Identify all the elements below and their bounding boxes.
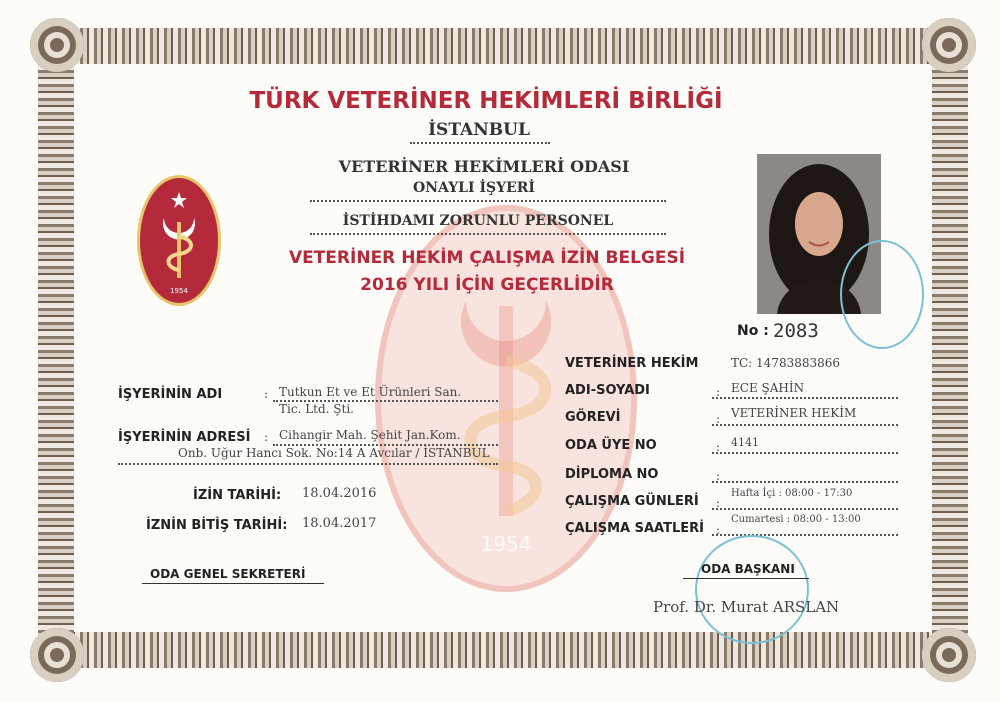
corner-ornament-icon <box>922 628 976 682</box>
vet-hours-label: ÇALIŞMA SAATLERİ <box>565 521 704 536</box>
workplace-address-underline-2 <box>118 463 498 465</box>
vet-diploma-label: DİPLOMA NO <box>565 467 659 482</box>
permit-end-label: İZNİN BİTİŞ TARİHİ: <box>146 518 288 533</box>
vet-name-label: ADI-SOYADI <box>565 383 650 398</box>
vet-duty-value: VETERİNER HEKİM <box>731 406 857 420</box>
president-signature-line <box>683 578 809 579</box>
permit-end-value: 18.04.2017 <box>302 516 377 531</box>
union-title: TÜRK VETERİNER HEKİMLERİ BİRLİĞİ <box>249 88 723 114</box>
workplace-name-sep: : <box>264 387 269 401</box>
ornamental-border-right <box>932 28 968 668</box>
vet-name-sep: : <box>716 385 721 399</box>
personnel-underline <box>310 233 666 235</box>
vet-member-sep: : <box>716 440 721 454</box>
vet-member-value: 4141 <box>731 436 759 449</box>
vet-days-label: ÇALIŞMA GÜNLERİ <box>565 494 699 509</box>
validity-title: 2016 YILI İÇİN GEÇERLİDİR <box>360 275 614 295</box>
vet-days-value: Hafta İçi : 08:00 - 17:30 <box>731 488 853 499</box>
vet-days-underline <box>712 508 898 510</box>
vet-diploma-underline <box>712 481 898 483</box>
corner-ornament-icon <box>922 18 976 72</box>
certificate-no-label: No : <box>737 323 769 339</box>
chamber-title: VETERİNER HEKİMLERİ ODASI <box>338 157 630 176</box>
vet-hours-value: Cumartesi : 08:00 - 13:00 <box>731 514 861 525</box>
president-name: Prof. Dr. Murat ARSLAN <box>653 598 840 616</box>
secretary-signature-line <box>142 583 324 584</box>
logo-year: 1954 <box>170 287 188 295</box>
permit-date-label: İZİN TARİHİ: <box>193 488 282 503</box>
ornamental-border-left <box>38 28 74 668</box>
vet-days-sep: : <box>716 496 721 510</box>
workplace-name-line1: Tutkun Et ve Et Ürünleri San. <box>279 385 462 399</box>
vet-name-underline <box>712 397 898 399</box>
vet-duty-label: GÖREVİ <box>565 410 621 425</box>
workplace-name-line2: Tic. Ltd. Şti. <box>279 402 354 416</box>
vet-member-underline <box>712 452 898 454</box>
vet-duty-underline <box>712 424 898 426</box>
vet-title-label: VETERİNER HEKİM <box>565 356 699 371</box>
vet-diploma-sep: : <box>716 469 721 483</box>
vet-name-value: ECE ŞAHİN <box>731 381 805 395</box>
workplace-address-label: İŞYERİNİN ADRESİ <box>118 430 251 445</box>
vet-hours-sep: : <box>716 523 721 537</box>
president-label: ODA BAŞKANI <box>701 562 795 576</box>
permit-date-value: 18.04.2016 <box>302 486 377 501</box>
secretary-label: ODA GENEL SEKRETERİ <box>150 567 306 581</box>
watermark-year: 1954 <box>480 532 532 556</box>
document-title: VETERİNER HEKİM ÇALIŞMA İZİN BELGESİ <box>288 248 686 268</box>
city-underline <box>410 142 550 144</box>
workplace-address-line1: Cihangir Mah. Şehit Jan.Kom. <box>279 428 461 442</box>
city-title: İSTANBUL <box>428 120 530 140</box>
vet-tc-value: TC: 14783883866 <box>731 356 841 370</box>
corner-ornament-icon <box>30 18 84 72</box>
president-stamp-icon <box>695 535 809 644</box>
approved-underline <box>310 200 666 202</box>
vet-duty-sep: : <box>716 412 721 426</box>
workplace-address-sep: : <box>264 430 269 444</box>
corner-ornament-icon <box>30 628 84 682</box>
workplace-address-line2: Onb. Uğur Hancı Sok. No:14 A Avcılar / İSTANBUL <box>178 446 490 460</box>
workplace-name-label: İŞYERİNİN ADI <box>118 387 223 402</box>
personnel-title: İSTİHDAMI ZORUNLU PERSONEL <box>342 213 614 229</box>
vet-member-label: ODA ÜYE NO <box>565 438 657 453</box>
union-logo <box>137 175 221 306</box>
approved-workplace: ONAYLI İŞYERİ <box>413 180 535 196</box>
official-stamp-icon <box>840 240 924 349</box>
caduceus-logo-icon <box>140 178 218 303</box>
certificate-no-value: 2083 <box>773 320 819 342</box>
